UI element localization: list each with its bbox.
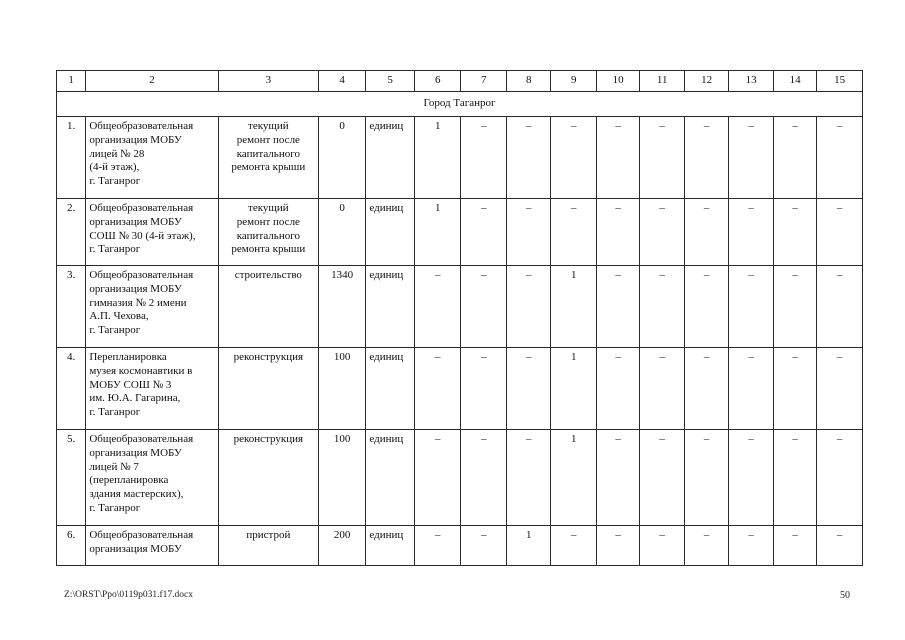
object-name: Общеобразовательная организация МОБУ гимназия № 2 имени А.П. Чехова, г. Таганрог <box>86 266 218 348</box>
header-cell: 1 <box>57 71 86 92</box>
year-cell: – <box>684 199 728 266</box>
header-cell: 6 <box>414 71 461 92</box>
city-heading: Город Таганрог <box>57 92 863 117</box>
year-cell: – <box>461 199 507 266</box>
year-cell: – <box>461 430 507 526</box>
capacity-value: 0 <box>318 117 366 199</box>
year-cell: – <box>684 348 728 430</box>
year-cell: – <box>773 430 816 526</box>
year-cell: – <box>684 430 728 526</box>
year-cell: – <box>506 348 550 430</box>
year-cell: – <box>596 117 639 199</box>
object-name: Общеобразовательная организация МОБУ СОШ № 30 (4-й этаж), г. Таганрог <box>86 199 218 266</box>
row-number: 3. <box>57 266 86 348</box>
year-cell: – <box>414 348 461 430</box>
page-number: 50 <box>840 590 850 601</box>
year-cell: – <box>817 266 863 348</box>
header-cell: 13 <box>729 71 773 92</box>
city-row <box>57 92 863 117</box>
year-cell: – <box>506 266 550 348</box>
year-cell: – <box>596 199 639 266</box>
year-cell: – <box>551 526 597 566</box>
year-cell: – <box>640 266 684 348</box>
year-cell: – <box>729 430 773 526</box>
year-cell: – <box>684 266 728 348</box>
year-cell: 1 <box>414 199 461 266</box>
year-cell: – <box>640 526 684 566</box>
work-type: реконструкция <box>218 348 318 430</box>
year-cell: – <box>640 430 684 526</box>
capacity-value: 1340 <box>318 266 366 348</box>
year-cell: – <box>596 348 639 430</box>
year-cell: – <box>729 199 773 266</box>
year-cell: – <box>640 117 684 199</box>
year-cell: – <box>773 117 816 199</box>
table-row <box>57 199 863 266</box>
year-cell: – <box>773 199 816 266</box>
header-cell: 5 <box>366 71 415 92</box>
header-cell: 4 <box>318 71 366 92</box>
year-cell: – <box>414 266 461 348</box>
table-row <box>57 117 863 199</box>
work-type: строительство <box>218 266 318 348</box>
work-type: пристрой <box>218 526 318 566</box>
header-cell: 9 <box>551 71 597 92</box>
year-cell: – <box>461 117 507 199</box>
year-cell: 1 <box>551 430 597 526</box>
unit-label: единиц <box>366 199 415 266</box>
row-number: 6. <box>57 526 86 566</box>
header-cell: 2 <box>86 71 218 92</box>
work-type: текущий ремонт после капитального ремонта крыши <box>218 117 318 199</box>
year-cell: – <box>461 348 507 430</box>
header-cell: 14 <box>773 71 816 92</box>
unit-label: единиц <box>366 266 415 348</box>
unit-label: единиц <box>366 526 415 566</box>
file-path: Z:\ORST\Ppo\0119p031.f17.docx <box>64 590 193 600</box>
year-cell: – <box>729 526 773 566</box>
table-row <box>57 348 863 430</box>
year-cell: – <box>640 199 684 266</box>
year-cell: – <box>729 266 773 348</box>
year-cell: – <box>684 117 728 199</box>
work-type: текущий ремонт после капитального ремонта крыши <box>218 199 318 266</box>
year-cell: – <box>461 266 507 348</box>
year-cell: 1 <box>551 266 597 348</box>
unit-label: единиц <box>366 348 415 430</box>
object-name: Общеобразовательная организация МОБУ <box>86 526 218 566</box>
year-cell: – <box>596 430 639 526</box>
year-cell: – <box>551 117 597 199</box>
unit-label: единиц <box>366 117 415 199</box>
object-name: Общеобразовательная организация МОБУ лицей № 28 (4-й этаж), г. Таганрог <box>86 117 218 199</box>
year-cell: – <box>506 430 550 526</box>
capacity-value: 100 <box>318 348 366 430</box>
header-cell: 11 <box>640 71 684 92</box>
year-cell: – <box>817 348 863 430</box>
year-cell: – <box>506 117 550 199</box>
capacity-value: 0 <box>318 199 366 266</box>
table-row <box>57 526 863 566</box>
year-cell: – <box>773 526 816 566</box>
capacity-value: 100 <box>318 430 366 526</box>
year-cell: – <box>596 526 639 566</box>
year-cell: – <box>684 526 728 566</box>
year-cell: – <box>817 117 863 199</box>
row-number: 4. <box>57 348 86 430</box>
work-type: реконструкция <box>218 430 318 526</box>
year-cell: 1 <box>506 526 550 566</box>
year-cell: 1 <box>551 348 597 430</box>
year-cell: – <box>773 266 816 348</box>
unit-label: единиц <box>366 430 415 526</box>
capacity-value: 200 <box>318 526 366 566</box>
row-number: 2. <box>57 199 86 266</box>
header-cell: 10 <box>596 71 639 92</box>
year-cell: – <box>817 430 863 526</box>
header-cell: 7 <box>461 71 507 92</box>
year-cell: 1 <box>414 117 461 199</box>
year-cell: – <box>506 199 550 266</box>
year-cell: – <box>729 117 773 199</box>
year-cell: – <box>414 526 461 566</box>
year-cell: – <box>414 430 461 526</box>
object-name: Перепланировка музея космонавтики в МОБУ СОШ № 3 им. Ю.А. Гагарина, г. Таганрог <box>86 348 218 430</box>
table-row <box>57 266 863 348</box>
header-row <box>57 71 863 92</box>
object-name: Общеобразовательная организация МОБУ лицей № 7 (перепланировка здания мастерских), г. Таганрог <box>86 430 218 526</box>
year-cell: – <box>640 348 684 430</box>
row-number: 1. <box>57 117 86 199</box>
row-number: 5. <box>57 430 86 526</box>
header-cell: 8 <box>506 71 550 92</box>
year-cell: – <box>817 526 863 566</box>
year-cell: – <box>596 266 639 348</box>
header-cell: 12 <box>684 71 728 92</box>
year-cell: – <box>773 348 816 430</box>
year-cell: – <box>729 348 773 430</box>
table-row <box>57 430 863 526</box>
header-cell: 15 <box>817 71 863 92</box>
year-cell: – <box>551 199 597 266</box>
year-cell: – <box>817 199 863 266</box>
header-cell: 3 <box>218 71 318 92</box>
data-table <box>56 70 863 566</box>
year-cell: – <box>461 526 507 566</box>
